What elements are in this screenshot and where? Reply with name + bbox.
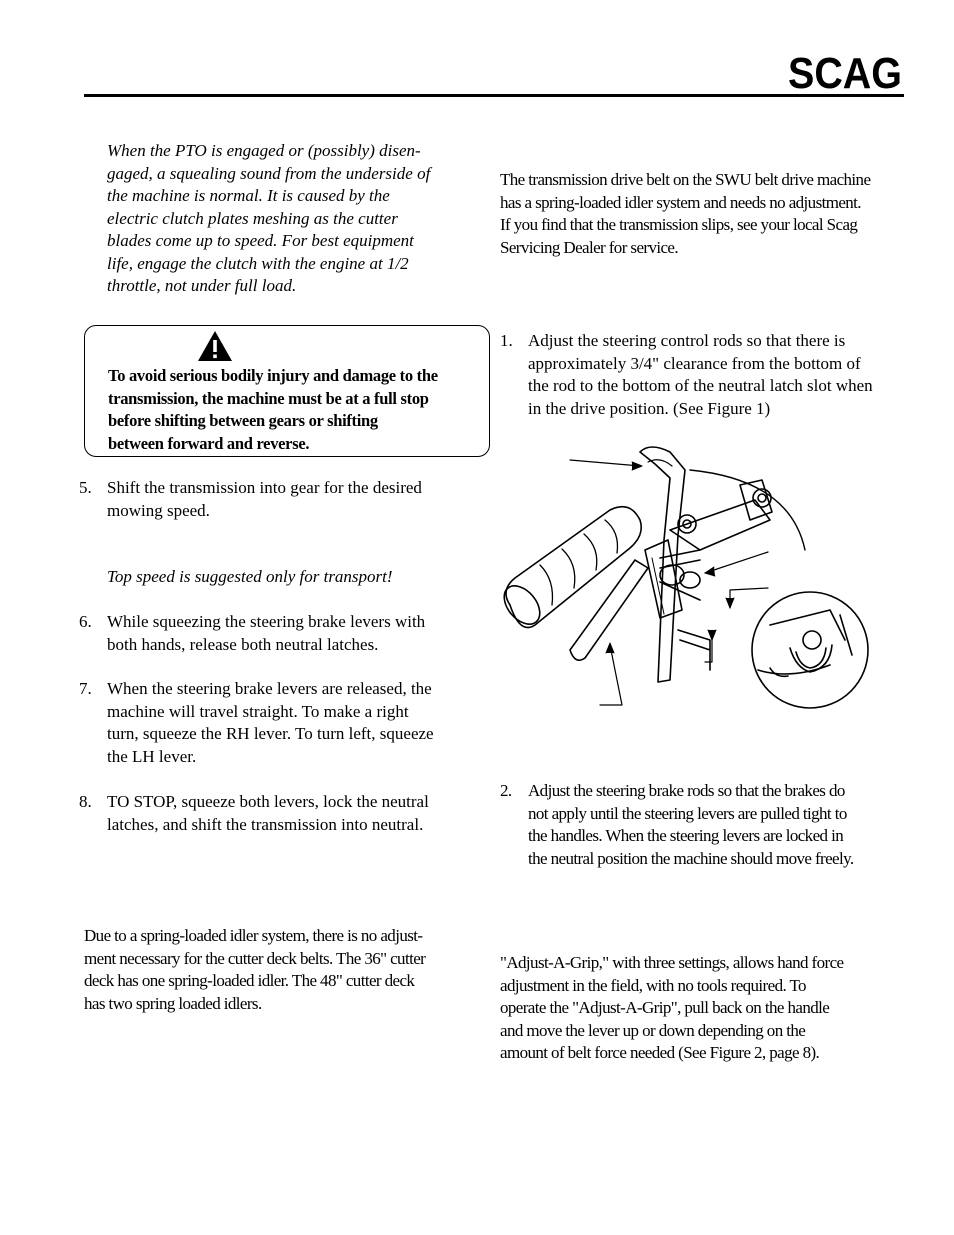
step-1: 1. Adjust the steering control rods so that there is approximately 3/4" clearance from the bottom of the rod to the bottom of the neutral latch slot when in the drive position. (See Figure 1) — [500, 331, 873, 418]
steering-lever-figure — [500, 440, 900, 710]
step-8: 8. TO STOP, squeeze both levers, lock the neutral latches, and shift the transmission into neutral. — [79, 792, 429, 834]
warning-text: To avoid serious bodily injury and damage to the transmission, the machine must be at a full stop before shifting between gears or shifting between forward and reverse. — [108, 366, 438, 453]
handle-grip — [500, 507, 641, 631]
pto-note: When the PTO is engaged or (possibly) disen- gaged, a squealing sound from the underside of the machine is normal. It is caused by the electric clutch plates meshing as the cutter blades come up to speed. For best equipment life, engage the clutch with the engine at 1/2 throttle, not under full load. — [107, 141, 431, 295]
speed-note: Top speed is suggested only for transport! — [107, 567, 393, 586]
warning-icon — [197, 330, 233, 362]
transmission-belt-text: The transmission drive belt on the SWU belt drive machine has a spring-loaded idler system and needs no adjustment. If you find that the transmission slips, see your local Scag Servicing Dealer for service. — [500, 170, 871, 257]
svg-text:SCAG: SCAG — [788, 52, 902, 92]
step-5: 5. Shift the transmission into gear for the desired mowing speed. — [79, 478, 422, 520]
header-rule — [84, 94, 904, 97]
cutter-deck-belts-text: Due to a spring-loaded idler system, there is no adjust- ment necessary for the cutter deck belts. The 36" cutter deck has one spring-loaded idler. The 48" cutter deck has two spring loaded idlers. — [84, 926, 426, 1013]
scag-logo — [788, 52, 904, 92]
step-7: 7. When the steering brake levers are released, the machine will travel straight. To make a right turn, squeeze the RH lever. To turn left, squeeze the LH lever. — [79, 679, 434, 766]
step-6: 6. While squeezing the steering brake levers with both hands, release both neutral latches. — [79, 612, 426, 654]
adjust-a-grip-text: "Adjust-A-Grip," with three settings, allows hand force adjustment in the field, with no tools required. To operate the "Adjust-A-Grip", pull back on the handle and move the lever up or down depending on the amount of belt force needed (See Figure 2, page 8). — [500, 953, 844, 1062]
latch-detail-inset — [752, 592, 868, 708]
step-2: 2. Adjust the steering brake rods so that the brakes do not apply until the steering levers are pulled tight to the handles. When the steering levers are locked in the neutral position the machine should move freely. — [500, 781, 854, 868]
